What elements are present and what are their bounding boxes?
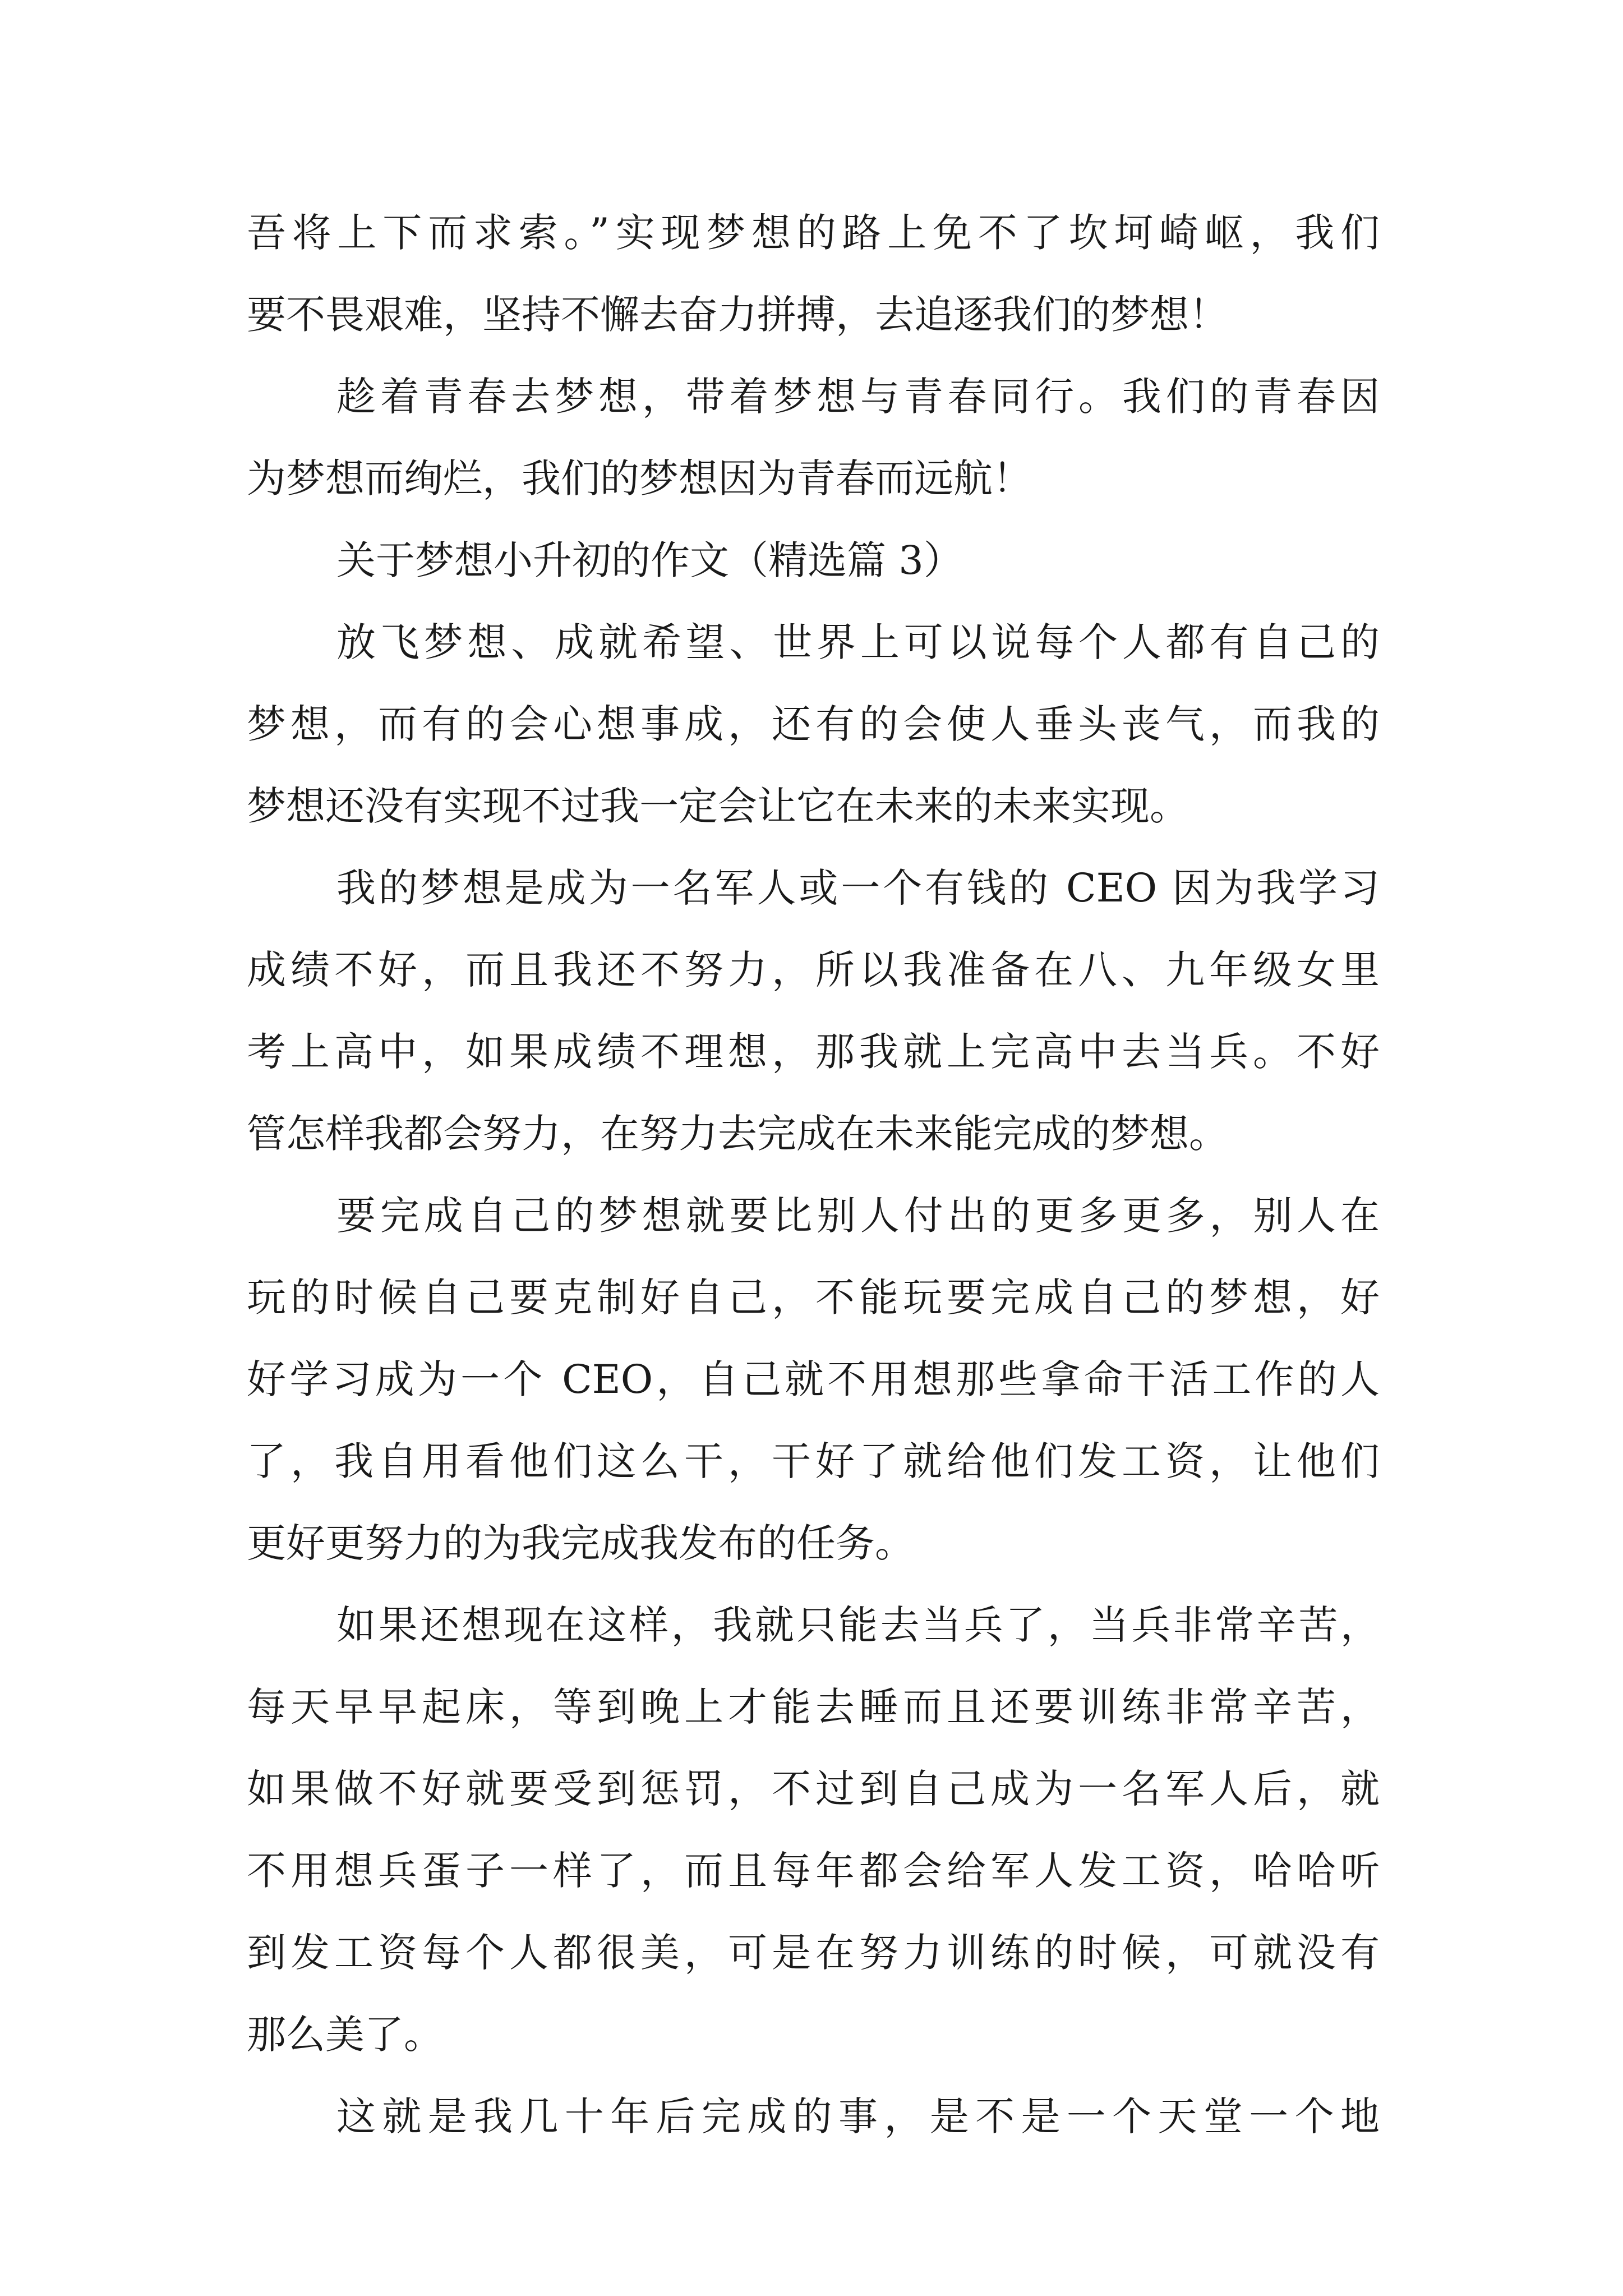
section-heading: 关于梦想小升初的作文（精选篇 3）	[336, 537, 963, 583]
text-line: 玩的时候自己要克制好自己，不能玩要完成自己的梦想，好	[247, 1274, 1380, 1320]
text-line: 管怎样我都会努力，在努力去完成在未来能完成的梦想。	[247, 1111, 1228, 1157]
text-line: 要完成自己的梦想就要比别人付出的更多更多，别人在	[336, 1193, 1380, 1239]
text-line: 好学习成为一个 CEO，自己就不用想那些拿命干活工作的人	[247, 1356, 1380, 1402]
text-line: 吾将上下而求索。”实现梦想的路上免不了坎坷崎岖，我们	[247, 210, 1380, 256]
text-line: 梦想还没有实现不过我一定会让它在未来的未来实现。	[247, 783, 1189, 829]
text-line: 为梦想而绚烂，我们的梦想因为青春而远航！	[247, 455, 1032, 501]
text-line: 这就是我几十年后完成的事，是不是一个天堂一个地	[336, 2093, 1380, 2139]
text-line: 成绩不好，而且我还不努力，所以我准备在八、九年级女里	[247, 947, 1380, 993]
text-line: 如果做不好就要受到惩罚，不过到自己成为一名军人后，就	[247, 1766, 1380, 1812]
text-line: 趁着青春去梦想，带着梦想与青春同行。我们的青春因	[336, 374, 1380, 420]
text-line: 不用想兵蛋子一样了，而且每年都会给军人发工资，哈哈听	[247, 1848, 1380, 1894]
text-line: 我的梦想是成为一名军人或一个有钱的 CEO 因为我学习	[336, 865, 1380, 911]
text-line: 到发工资每个人都很美，可是在努力训练的时候，可就没有	[247, 1930, 1380, 1976]
text-line: 如果还想现在这样，我就只能去当兵了，当兵非常辛苦，	[336, 1602, 1380, 1648]
text-line: 了，我自用看他们这么干，干好了就给他们发工资，让他们	[247, 1438, 1380, 1484]
text-line: 梦想，而有的会心想事成，还有的会使人垂头丧气，而我的	[247, 701, 1380, 747]
text-line: 每天早早起床，等到晚上才能去睡而且还要训练非常辛苦，	[247, 1684, 1380, 1730]
text-line: 放飞梦想、成就希望、世界上可以说每个人都有自己的	[336, 619, 1380, 665]
text-line: 考上高中，如果成绩不理想，那我就上完高中去当兵。不好	[247, 1029, 1380, 1075]
text-line: 更好更努力的为我完成我发布的任务。	[247, 1520, 914, 1566]
text-line: 那么美了。	[247, 2012, 443, 2058]
essay-body	[247, 192, 1380, 2157]
text-line: 要不畏艰难，坚持不懈去奋力拼搏，去追逐我们的梦想！	[247, 292, 1228, 338]
